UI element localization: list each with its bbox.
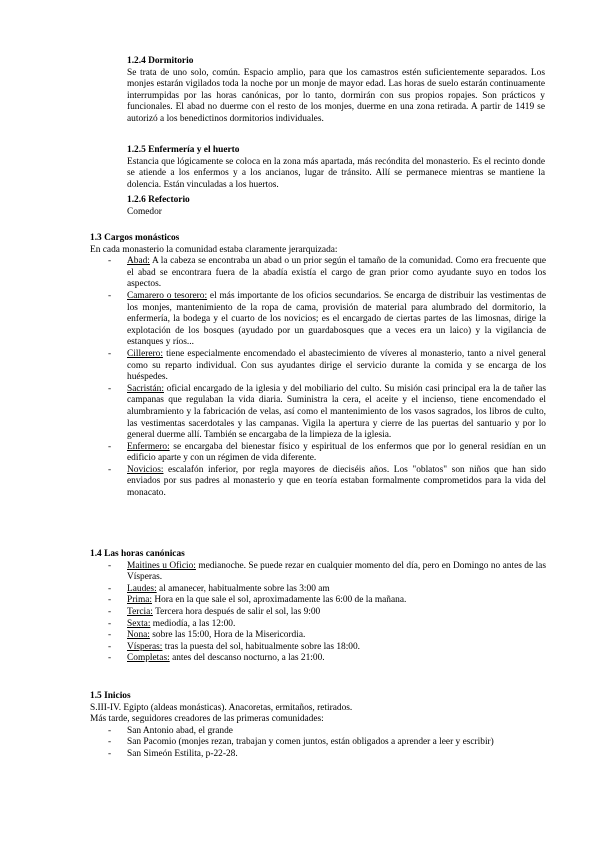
list-item-text: tras la puesta del sol, habitualmente sobre las 18:00. <box>162 641 361 652</box>
section-heading: 1.3 Cargos monásticos <box>90 233 180 243</box>
list-item-term: Prima: <box>127 595 152 606</box>
section-line: S.III-IV. Egipto (aldeas monásticas). Anacoretas, ermitaños, retirados. <box>90 702 353 713</box>
list-item <box>90 653 546 665</box>
list-item-term: Enfermero: <box>127 441 170 452</box>
list-item <box>90 291 546 349</box>
section-heading: 1.2.6 Refectorio <box>127 195 190 205</box>
list-item-text: Hora en la que sale el sol, aproximadamente las 6:00 de la mañana. <box>152 595 407 606</box>
list-item <box>90 465 546 500</box>
list-item-text: oficial encargado de la iglesia y del mobiliario del culto. Su misión casi principal era la de tañer las campanas que regulaban la vida diaria. Suministra la cera, el aceite y el incienso, tiene encomendado el alumbramiento y la fabricación de velas, así como el mantenimiento de los vasos sagrados, los libros de culto, las vestimentas sacerdotales y las campanas. Vigila la apertura y cierre de las puertas del santuario y por lo general duerme allí. También se encargaba de la limpieza de la iglesia. <box>127 383 546 441</box>
list-item-term: Tercia: <box>127 606 153 617</box>
section-enfermeria <box>127 145 545 191</box>
section-heading: 1.5 Inicios <box>90 691 131 701</box>
section-heading: 1.2.4 Dormitorio <box>127 56 194 66</box>
list-item-text: escalafón inferior, por regla mayores de dieciséis años. Los "oblatos" son niños que han sido enviados por sus padres al monasterio y que en teoría estaban formalmente comprometidos para la vida del monacato. <box>127 464 546 499</box>
list-item <box>90 584 546 596</box>
list-item-term: Laudes: <box>127 583 157 594</box>
list-item-text: Tercera hora después de salir el sol, las 9:00 <box>152 606 321 617</box>
list-item <box>90 619 546 631</box>
section-heading: 1.4 Las horas canónicas <box>90 549 185 559</box>
list-item-term: Vísperas: <box>127 641 163 652</box>
list-item-term: Camarero o tesorero: <box>127 290 208 301</box>
inicios-list <box>90 726 546 761</box>
section-heading: 1.2.5 Enfermería y el huerto <box>127 145 240 155</box>
list-item-term: Completas: <box>127 653 170 664</box>
list-item: - San Pacomio (monjes rezan, trabajan y comen juntos, están obligados a aprender a leer y escribir) <box>90 737 546 749</box>
horas-list <box>90 561 546 665</box>
list-item-term: Sexta: <box>127 618 151 629</box>
list-item-text: antes del descanso nocturno, a las 21:00. <box>169 653 325 664</box>
list-item-text: mediodía, a las 12:00. <box>150 618 236 629</box>
list-item <box>90 384 546 442</box>
list-item-term: Abad: <box>127 256 150 267</box>
list-item-term: Maitines u Oficio: <box>127 560 196 571</box>
list-item <box>90 595 546 607</box>
list-item <box>90 442 546 465</box>
list-item-text: el más importante de los oficios secundarios. Se encarga de distribuir las vestimentas de los monjes, mantenimiento de la ropa de cama, provisión de material para alumbrado del dormitorio, la enfermería, la bodega y el cuarto de los novicios; es el encargado de ciertas partes de las limosnas, dirige la explotación de los bosques (ayudado por un guardabosques que a veces era un laico) y la vigilancia de estanques y ríos... <box>127 290 547 348</box>
section-intro: En cada monasterio la comunidad estaba claramente jerarquizada: <box>90 244 338 255</box>
list-item <box>90 349 546 384</box>
section-refectorio <box>127 195 545 218</box>
section-dormitorio <box>127 56 545 126</box>
section-line: Más tarde, seguidores creadores de las primeras comunidades: <box>90 714 324 725</box>
list-item-term: Cillerero: <box>127 348 163 359</box>
section-body: Se trata de uno solo, común. Espacio amplio, para que los camastros estén suficientemente separados. Los monjes estarán vigilados toda la noche por un monje de mayor edad. Las horas de suelo estarán continuamente interrumpidas por las horas canónicas, por lo tanto, dormirán con sus propios ropajes. Son prácticos y funcionales. El abad no duerme con el resto de los monjes, duerme en una zona retirada. A partir de 1419 se autorizó a los benedictinos dormitorios individuales. <box>127 67 545 124</box>
section-body: Estancia que lógicamente se coloca en la zona más apartada, más recóndita del monasterio. Es el recinto donde se atiende a los enfermos y a los ancianos, lugar de tránsito. Allí se permanece mientras se mantiene la dolencia. Están vinculadas a los huertos. <box>127 156 545 190</box>
list-item <box>90 256 546 291</box>
section-horas-canonicas <box>90 549 546 665</box>
list-item <box>90 561 546 584</box>
list-item-text: sobre las 15:00, Hora de la Misericordia. <box>149 630 306 641</box>
list-item-text: A la cabeza se encontraba un abad o un prior según el tamaño de la comunidad. Como era frecuente que el abad se encontrara fuera de la abadía existía el cargo de gran prior como ayudante suyo en todos los aspectos. <box>127 256 546 290</box>
list-item-term: Sacristán: <box>127 383 164 394</box>
list-item <box>90 607 546 619</box>
list-item-text: al amanecer, habitualmente sobre las 3:00 am <box>156 583 330 594</box>
list-item-text: medianoche. Se puede rezar en cualquier momento del día, pero en Domingo no antes de las Vísperas. <box>127 560 546 583</box>
list-item <box>90 630 546 642</box>
list-item-term: Novicios: <box>127 464 164 475</box>
section-cargos <box>90 233 546 500</box>
section-inicios <box>90 691 546 761</box>
cargos-list <box>90 256 546 499</box>
list-item: - San Simeón Estilita, p-22-28. <box>90 749 546 761</box>
list-item: - San Antonio abad, el grande <box>90 726 546 738</box>
list-item-text: se encargaba del bienestar físico y espiritual de los enfermos que por lo general residían en un edificio aparte y con un régimen de vida diferente. <box>127 441 546 464</box>
list-item-text: tiene especialmente encomendado el abastecimiento de víveres al monasterio, tanto a nivel general como su reparto individual. Con sus ayudantes dirige el servicio durante la comida y se encarga de los huéspedes. <box>127 348 546 383</box>
section-body: Comedor <box>127 206 162 217</box>
list-item-term: Nona: <box>127 630 150 641</box>
list-item <box>90 642 546 654</box>
